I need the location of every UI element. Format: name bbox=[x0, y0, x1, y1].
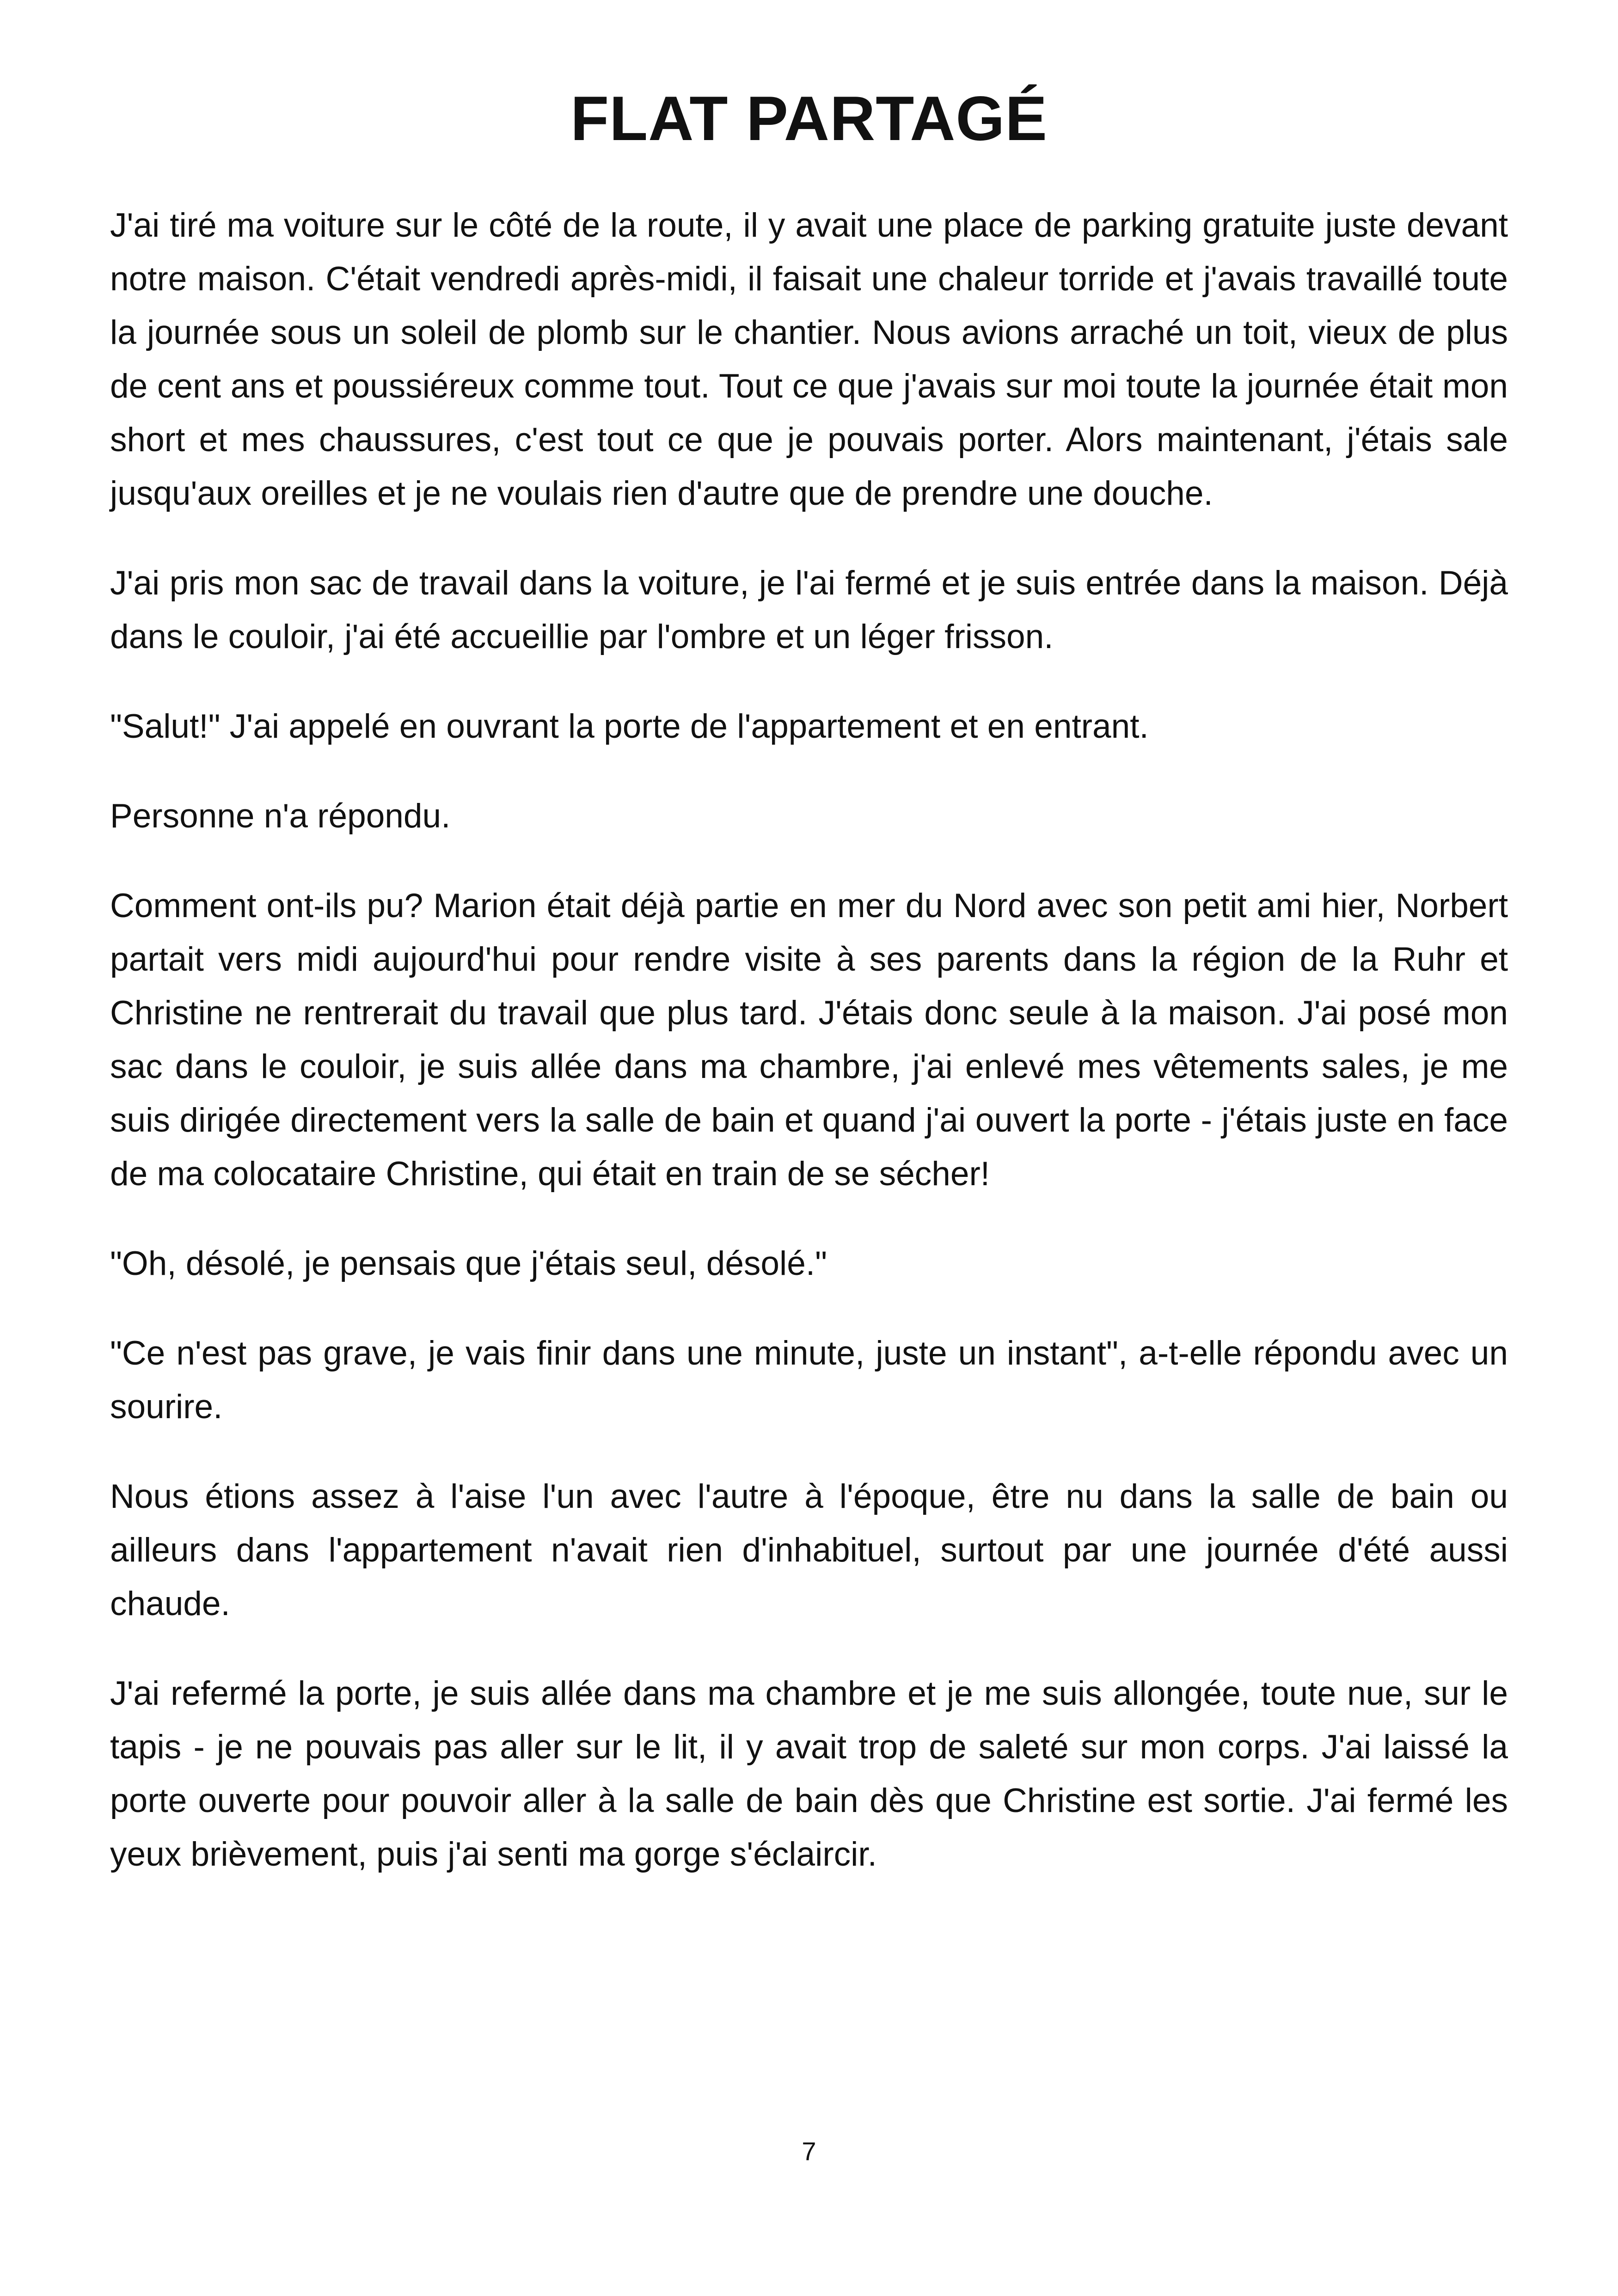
paragraph: "Oh, désolé, je pensais que j'étais seul, désolé." bbox=[110, 1245, 827, 1282]
paragraph: "Salut!" J'ai appelé en ouvrant la porte de l'appartement et en entrant. bbox=[110, 708, 1149, 745]
paragraph: Comment ont-ils pu? Marion était déjà partie en mer du Nord avec son petit ami hier, Norbert partait vers midi aujourd'hui pour rendre visite à ses parents dans la région de la Ruhr et Christine ne rentrerait du travail que plus tard. J'étais donc seule à la maison. J'ai posé mon sac dans le couloir, je suis allée dans ma chambre, j'ai enlevé mes vêtements sales, je me suis dirigée directement vers la salle de bain et quand j'ai ouvert la porte - j'étais juste en face de ma colocataire Christine, qui était en train de se sécher! bbox=[110, 887, 1508, 1193]
paragraph: Nous étions assez à l'aise l'un avec l'autre à l'époque, être nu dans la salle de bain ou ailleurs dans l'appartement n'avait rien d'inhabituel, surtout par une journée d'été aussi chaude. bbox=[110, 1478, 1508, 1623]
paragraph: J'ai pris mon sac de travail dans la voiture, je l'ai fermé et je suis entrée dans la maison. Déjà dans le couloir, j'ai été accueillie par l'ombre et un léger frisson. bbox=[110, 564, 1508, 655]
paragraph: J'ai refermé la porte, je suis allée dans ma chambre et je me suis allongée, toute nue, sur le tapis - je ne pouvais pas aller sur le lit, il y avait trop de saleté sur mon corps. J'ai laissé la porte ouverte pour pouvoir aller à la salle de bain dès que Christine est sortie. J'ai fermé les yeux brièvement, puis j'ai senti ma gorge s'éclaircir. bbox=[110, 1675, 1508, 1873]
paragraph: Personne n'a répondu. bbox=[110, 797, 451, 835]
paragraph: J'ai tiré ma voiture sur le côté de la route, il y avait une place de parking gratuite juste devant notre maison. C'était vendredi après-midi, il faisait une chaleur torride et j'avais travaillé toute la journée sous un soleil de plomb sur le chantier. Nous avions arraché un toit, vieux de plus de cent ans et poussiéreux comme tout. Tout ce que j'avais sur moi toute la journée était mon short et mes chaussures, c'est tout ce que je pouvais porter. Alors maintenant, j'étais sale jusqu'aux oreilles et je ne voulais rien d'autre que de prendre une douche. bbox=[110, 207, 1508, 512]
page-number: 7 bbox=[802, 2137, 816, 2166]
paragraph: "Ce n'est pas grave, je vais finir dans une minute, juste un instant", a-t-elle répondu avec un sourire. bbox=[110, 1335, 1508, 1426]
page-title: FLAT PARTAGÉ bbox=[570, 83, 1048, 153]
body-text bbox=[110, 199, 1508, 1917]
